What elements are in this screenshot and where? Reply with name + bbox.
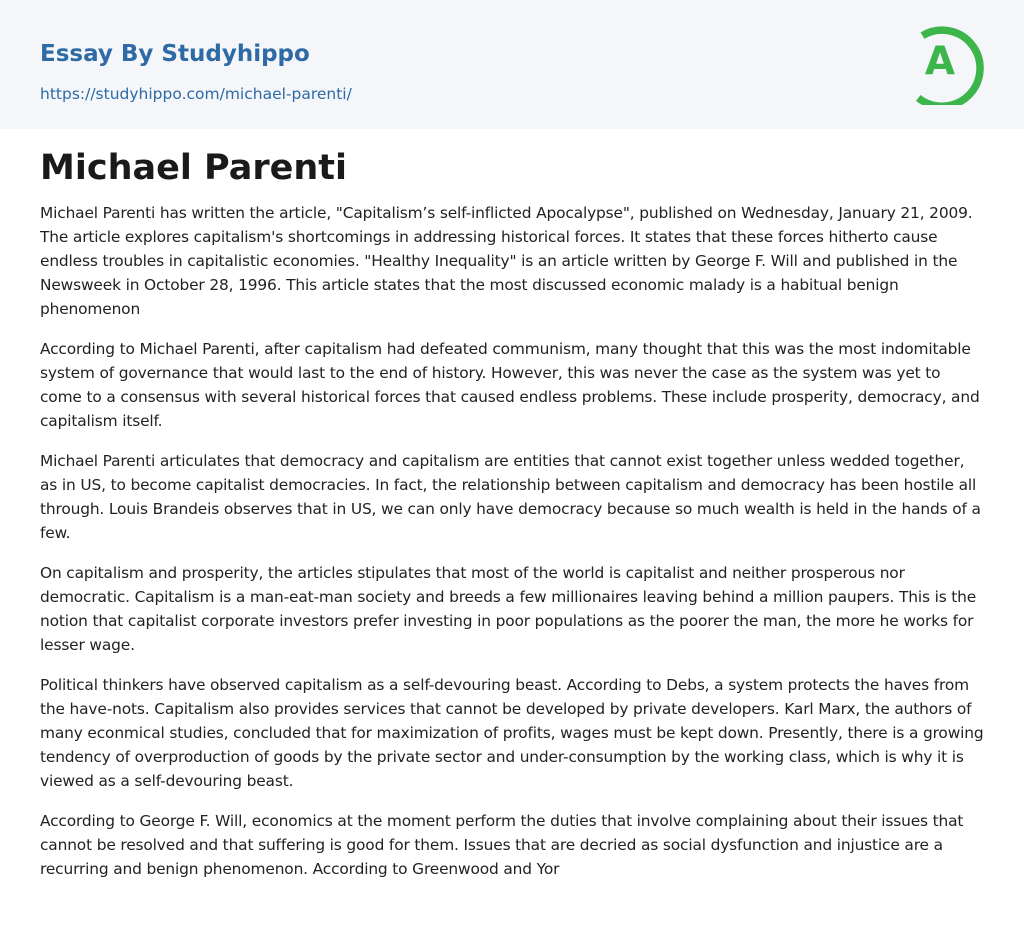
- source-url-link[interactable]: https://studyhippo.com/michael-parenti/: [40, 85, 352, 103]
- article-paragraph-5: Political thinkers have observed capitalism as a self-devouring beast. According to Debs, a system protects the haves from the have-nots. Capitalism also provides services that cannot be developed by private developers. Karl Marx, the authors of many econmical studies, concluded that for maximization of profits, wages must be kept down. Presently, there is a growing tendency of overproduction of goods by the private sector and under-consumption by the working class, which is why it is viewed as a self-devouring beast.: [40, 676, 984, 790]
- article-paragraph-2: According to Michael Parenti, after capitalism had defeated communism, many thought that this was the most indomitable system of governance that would last to the end of history. However, this was never the case as the system was yet to come to a consensus with several historical forces that caused endless problems. These include prosperity, democracy, and capitalism itself.: [40, 340, 980, 430]
- studyhippo-logo-icon[interactable]: [912, 19, 986, 105]
- article-paragraph-4: On capitalism and prosperity, the articles stipulates that most of the world is capitalist and neither prosperous nor democratic. Capitalism is a man-eat-man society and breeds a few millionaires leaving behind a million paupers. This is the notion that capitalist corporate investors prefer investing in poor populations as the poorer the man, the more he works for lesser wage.: [40, 564, 977, 654]
- brand-title: Essay By Studyhippo: [40, 41, 310, 67]
- article-paragraph-3: Michael Parenti articulates that democracy and capitalism are entities that cannot exist together unless wedded together, as in US, to become capitalist democracies. In fact, the relationship between capitalism and democracy has been hostile all through. Louis Brandeis observes that in US, we can only have democracy because so much wealth is held in the hands of a few.: [40, 452, 981, 542]
- site-header: [0, 0, 1024, 129]
- logo-letter: A: [924, 39, 956, 84]
- article-content: [0, 129, 1024, 881]
- article-paragraph-6: According to George F. Will, economics at the moment perform the duties that involve complaining about their issues that cannot be resolved and that suffering is good for them. Issues that are decried as social dysfunction and injustice are a recurring and benign phenomenon. According to Greenwood and Yor: [40, 812, 964, 878]
- page-title: Michael Parenti: [40, 148, 348, 188]
- article-paragraph-1: Michael Parenti has written the article, "Capitalism’s self-inflicted Apocalypse", published on Wednesday, January 21, 2009. The article explores capitalism's shortcomings in addressing historical forces. It states that these forces hitherto cause endless troubles in capitalistic economies. "Healthy Inequality" is an article written by George F. Will and published in the Newsweek in October 28, 1996. This article states that the most discussed economic malady is a habitual benign phenomenon: [40, 204, 973, 318]
